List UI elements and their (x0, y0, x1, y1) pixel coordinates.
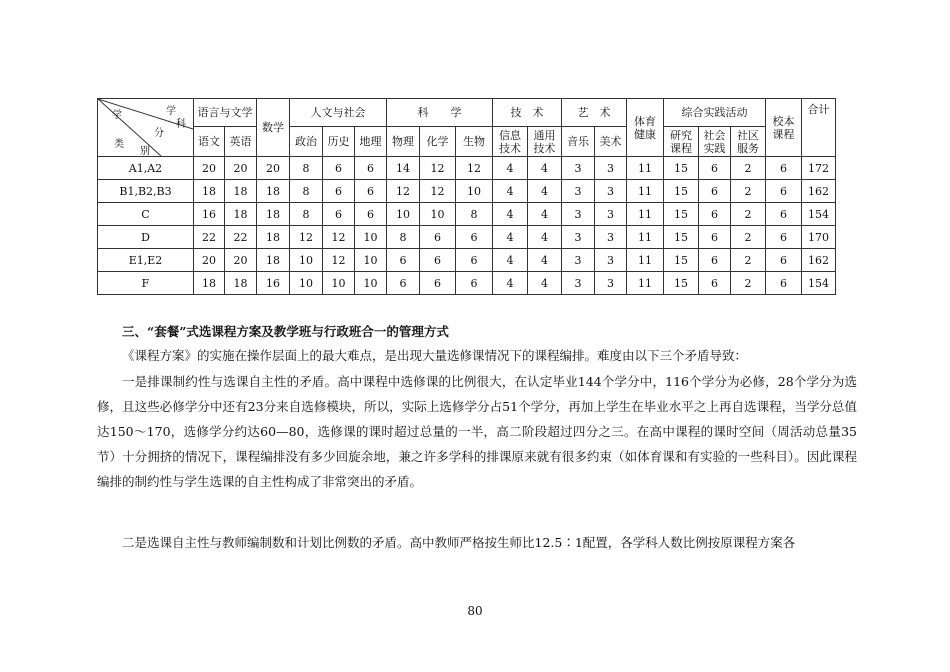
row-label: F (98, 272, 194, 295)
subject-header: 化学 (420, 127, 456, 157)
table-cell: 18 (257, 203, 290, 226)
table-cell: 2 (731, 272, 766, 295)
table-row (98, 157, 836, 180)
subject-header: 美术 (595, 127, 627, 157)
table-cell: 15 (664, 203, 699, 226)
paragraph: 二是选课自主性与教师编制数和计划比例数的矛盾。高中教师严格按生师比12.5∶1配置，各学科人数比例按原课程方案各 (122, 535, 796, 550)
table-cell: 2 (731, 226, 766, 249)
subject-header: 通用 技术 (528, 127, 562, 157)
table-cell: 4 (493, 203, 528, 226)
table-cell: 11 (627, 249, 664, 272)
subject-header: 语文 (194, 127, 225, 157)
table-row (98, 203, 836, 226)
table-cell: 11 (627, 272, 664, 295)
table-cell: 10 (290, 249, 323, 272)
table-cell: 6 (456, 249, 493, 272)
table-cell: 18 (257, 180, 290, 203)
table-cell: 18 (194, 272, 225, 295)
table-cell: 8 (456, 203, 493, 226)
table-cell: 6 (323, 157, 355, 180)
table-cell: 15 (664, 180, 699, 203)
table-cell: 10 (323, 272, 355, 295)
table-cell: 6 (420, 226, 456, 249)
table-cell: 15 (664, 249, 699, 272)
table-cell: 2 (731, 249, 766, 272)
table-cell: 3 (595, 157, 627, 180)
table-cell: 10 (420, 203, 456, 226)
table-cell: 12 (420, 157, 456, 180)
table-cell: 4 (528, 226, 562, 249)
table-cell: 10 (355, 226, 387, 249)
group-header: 校本 课程 (766, 99, 802, 157)
table-cell: 22 (225, 226, 257, 249)
table-cell: 6 (699, 272, 731, 295)
table-cell: 12 (290, 226, 323, 249)
table-cell: 6 (323, 180, 355, 203)
group-header: 体育 健康 (627, 99, 664, 157)
subject-header: 社区 服务 (731, 127, 766, 157)
table-cell: 6 (766, 226, 802, 249)
table-cell: 6 (355, 180, 387, 203)
table-cell: 162 (802, 180, 836, 203)
table-cell: 6 (766, 157, 802, 180)
table-cell: 10 (290, 272, 323, 295)
table-cell: 3 (562, 203, 595, 226)
table-cell: 15 (664, 157, 699, 180)
table-row (98, 226, 836, 249)
table-cell: 6 (766, 203, 802, 226)
group-header: 数学 (257, 99, 290, 157)
row-label: A1,A2 (98, 157, 194, 180)
table-cell: 12 (387, 180, 420, 203)
table-cell: 16 (194, 203, 225, 226)
paragraph: 《课程方案》的实施在操作层面上的最大难点，是出现大量选修课情况下的课程编排。难度由以下三个矛盾导致： (122, 348, 748, 363)
table-cell: 2 (731, 203, 766, 226)
table-cell: 6 (699, 249, 731, 272)
table-cell: 4 (528, 272, 562, 295)
table-cell: 18 (225, 180, 257, 203)
table-cell: 3 (595, 226, 627, 249)
table-cell: 4 (528, 203, 562, 226)
corner-label: 学 (112, 110, 122, 121)
table-cell: 12 (456, 157, 493, 180)
table-cell: 6 (420, 272, 456, 295)
table-cell: 10 (355, 272, 387, 295)
table-cell: 6 (699, 157, 731, 180)
table-cell: 8 (290, 180, 323, 203)
group-header: 艺 术 (562, 99, 627, 127)
group-header: 人文与社会 (290, 99, 387, 127)
subject-header: 政治 (290, 127, 323, 157)
table-cell: 4 (493, 157, 528, 180)
row-label: E1,E2 (98, 249, 194, 272)
table-cell: 14 (387, 157, 420, 180)
table-cell: 20 (257, 157, 290, 180)
table-row (98, 249, 836, 272)
table-cell: 6 (766, 249, 802, 272)
table-cell: 11 (627, 226, 664, 249)
table-cell: 3 (595, 272, 627, 295)
subject-header: 物理 (387, 127, 420, 157)
table-cell: 6 (456, 226, 493, 249)
table-cell: 8 (387, 226, 420, 249)
section-heading: 三、“套餐”式选课程方案及教学班与行政班合一的管理方式 (122, 324, 449, 339)
table-cell: 4 (528, 249, 562, 272)
table-cell: 6 (766, 180, 802, 203)
table-cell: 11 (627, 203, 664, 226)
table-cell: 11 (627, 157, 664, 180)
table-cell: 3 (595, 203, 627, 226)
table-cell: 4 (528, 180, 562, 203)
table-cell: 162 (802, 249, 836, 272)
table-corner-cell (98, 99, 194, 157)
subject-header: 音乐 (562, 127, 595, 157)
table-cell: 10 (456, 180, 493, 203)
corner-label: 别 (140, 146, 150, 157)
table-cell: 4 (493, 226, 528, 249)
subject-header: 历史 (323, 127, 355, 157)
table-row (98, 180, 836, 203)
table-cell: 6 (387, 249, 420, 272)
table-cell: 20 (194, 249, 225, 272)
table-cell: 8 (290, 157, 323, 180)
table-cell: 3 (595, 180, 627, 203)
table-cell: 3 (562, 157, 595, 180)
table-cell: 20 (225, 157, 257, 180)
table-cell: 4 (528, 157, 562, 180)
table-cell: 20 (225, 249, 257, 272)
table-cell: 3 (595, 249, 627, 272)
group-header: 科 学 (387, 99, 493, 127)
table-cell: 10 (387, 203, 420, 226)
table-cell: 2 (731, 180, 766, 203)
table-cell: 172 (802, 157, 836, 180)
table-cell: 18 (194, 180, 225, 203)
table-cell: 18 (257, 249, 290, 272)
corner-label: 分 (154, 128, 164, 139)
table-cell: 154 (802, 203, 836, 226)
row-label: C (98, 203, 194, 226)
table-cell: 6 (456, 272, 493, 295)
table-cell: 6 (420, 249, 456, 272)
subject-header: 英语 (225, 127, 257, 157)
table-cell: 18 (225, 272, 257, 295)
group-header: 合计 (802, 99, 836, 157)
paragraph: 一是排课制约性与选课自主性的矛盾。高中课程中选修课的比例很大，在认定毕业144个学分中，116个学分为必修，28个学分为选修，且这些必修学分中还有23分来自选修模块，所以，实际上选修学分占51个学分，再加上学生在毕业水平之上再自选课程，当学分总值达150～170，选修学分约达60—80，选修课的课时超过总量的一半，高二阶段超过四分之三。在高中课程的课时空间（周活动总量35节）十分拥挤的情况下，课程编排没有多少回旋余地，兼之许多学科的排课原来就有很多约束（如体育课和有实验的一些科目）。因此课程编排的制约性与学生选课的自主性构成了非常突出的矛盾。 (97, 374, 857, 489)
table-row (98, 272, 836, 295)
table-cell: 4 (493, 180, 528, 203)
table-cell: 15 (664, 272, 699, 295)
group-header: 综合实践活动 (664, 99, 766, 127)
corner-label: 科 (176, 119, 186, 130)
table-cell: 12 (420, 180, 456, 203)
corner-label: 学 (166, 106, 176, 117)
table-cell: 6 (355, 203, 387, 226)
table-cell: 3 (562, 226, 595, 249)
table-cell: 170 (802, 226, 836, 249)
table-cell: 12 (323, 226, 355, 249)
table-cell: 4 (493, 272, 528, 295)
table-cell: 12 (323, 249, 355, 272)
table-cell: 15 (664, 226, 699, 249)
table-cell: 18 (257, 226, 290, 249)
group-header: 技 术 (493, 99, 562, 127)
table-cell: 3 (562, 249, 595, 272)
subject-header: 信息 技术 (493, 127, 528, 157)
table-cell: 20 (194, 157, 225, 180)
table-cell: 6 (355, 157, 387, 180)
subject-header: 研究 课程 (664, 127, 699, 157)
group-header: 语言与文学 (194, 99, 257, 127)
table-cell: 6 (387, 272, 420, 295)
table-cell: 3 (562, 272, 595, 295)
table-cell: 3 (562, 180, 595, 203)
page-number: 80 (467, 604, 483, 618)
subject-header: 生物 (456, 127, 493, 157)
table-cell: 6 (699, 226, 731, 249)
table-cell: 6 (699, 180, 731, 203)
table-cell: 18 (225, 203, 257, 226)
subject-header: 地理 (355, 127, 387, 157)
table-cell: 4 (493, 249, 528, 272)
table-cell: 22 (194, 226, 225, 249)
table-body (98, 157, 836, 295)
row-label: B1,B2,B3 (98, 180, 194, 203)
table-cell: 6 (323, 203, 355, 226)
row-label: D (98, 226, 194, 249)
table-cell: 6 (766, 272, 802, 295)
table-cell: 10 (355, 249, 387, 272)
table-cell: 16 (257, 272, 290, 295)
curriculum-table (97, 98, 836, 295)
table-cell: 6 (699, 203, 731, 226)
table-cell: 2 (731, 157, 766, 180)
subject-header: 社会 实践 (699, 127, 731, 157)
table-cell: 11 (627, 180, 664, 203)
corner-label: 类 (114, 139, 124, 150)
table-cell: 154 (802, 272, 836, 295)
table-cell: 8 (290, 203, 323, 226)
